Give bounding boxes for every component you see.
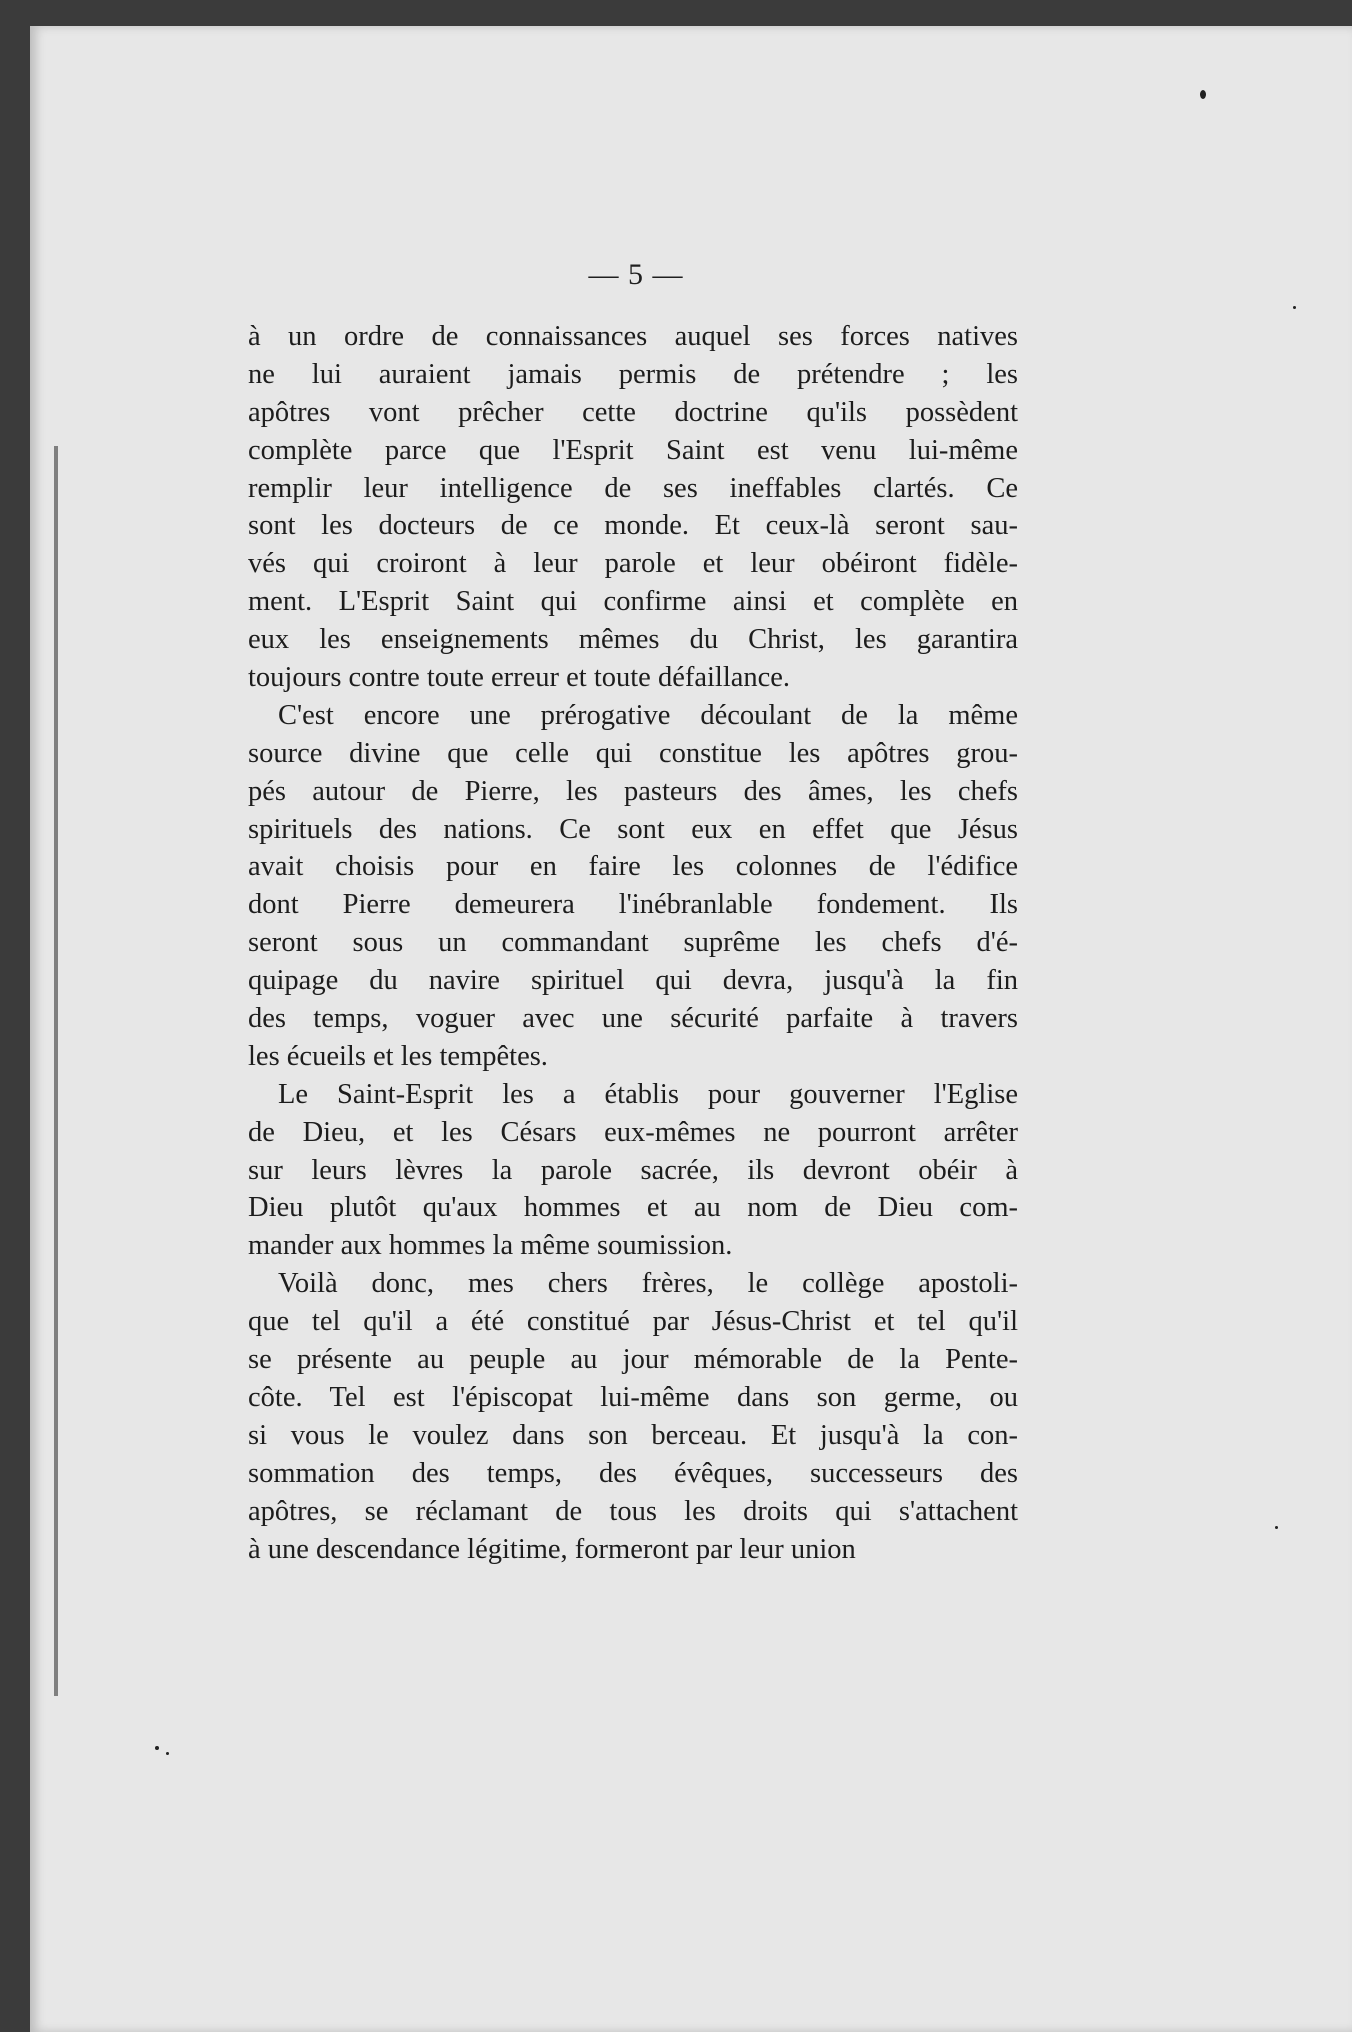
text-line: se présente au peuple au jour mémorable de la Pente- [248,1344,1018,1376]
text-line: source divine que celle qui constitue les apôtres grou- [248,737,1018,769]
text-line: des temps, voguer avec une sécurité parfaite à travers [248,1003,1018,1035]
text-line: Dieu plutôt qu'aux hommes et au nom de Dieu com- [248,1192,1018,1224]
text-line: remplir leur intelligence de ses ineffables clartés. Ce [248,472,1018,504]
text-line: apôtres vont prêcher cette doctrine qu'ils possèdent [248,396,1018,428]
text-line: sommation des temps, des évêques, successeurs des [248,1457,1018,1489]
text-line: si vous le voulez dans son berceau. Et jusqu'à la con- [248,1419,1018,1451]
text-line: de Dieu, et les Césars eux-mêmes ne pourront arrêter [248,1116,1018,1148]
text-line: à une descendance légitime, formeront par leur union [248,1533,856,1565]
text-line: apôtres, se réclamant de tous les droits qui s'attachent [248,1495,1018,1527]
text-line: mander aux hommes la même soumission. [248,1230,733,1262]
body-text [248,318,1018,1568]
text-line: C'est encore une prérogative découlant de la même [278,699,1018,731]
ink-speck [1293,306,1296,309]
text-line: sur leurs lèvres la parole sacrée, ils devront obéir à [248,1154,1018,1186]
text-line: eux les enseignements mêmes du Christ, les garantira [248,624,1018,656]
text-line: pés autour de Pierre, les pasteurs des âmes, les chefs [248,775,1018,807]
text-line: vés qui croiront à leur parole et leur obéiront fidèle- [248,548,1018,580]
text-line: les écueils et les tempêtes. [248,1040,548,1072]
text-line: Voilà donc, mes chers frères, le collège apostoli- [278,1268,1018,1300]
text-line: spirituels des nations. Ce sont eux en effet que Jésus [248,813,1018,845]
text-line: Le Saint-Esprit les a établis pour gouverner l'Eglise [278,1078,1018,1110]
text-line: que tel qu'il a été constitué par Jésus-Christ et tel qu'il [248,1306,1018,1338]
ink-speck [1200,90,1206,99]
ink-speck [166,1752,169,1755]
text-line: ne lui auraient jamais permis de prétendre ; les [248,358,1018,390]
text-line: ment. L'Esprit Saint qui confirme ainsi et complète en [248,586,1018,618]
text-line: côte. Tel est l'épiscopat lui-même dans son germe, ou [248,1381,1018,1413]
text-line: toujours contre toute erreur et toute défaillance. [248,662,791,694]
text-line: seront sous un commandant suprême les chefs d'é- [248,927,1018,959]
text-line: à un ordre de connaissances auquel ses forces natives [248,321,1018,352]
text-line: quipage du navire spirituel qui devra, jusqu'à la fin [248,965,1018,997]
text-line: sont les docteurs de ce monde. Et ceux-là seront sau- [248,510,1018,542]
gutter-shadow [54,446,58,1696]
ink-speck [155,1746,159,1750]
text-line: avait choisis pour en faire les colonnes de l'édifice [248,851,1018,883]
ink-speck [1275,1526,1278,1529]
page-number: — 5 — [588,258,684,291]
text-line: complète parce que l'Esprit Saint est venu lui-même [248,434,1018,466]
text-line: dont Pierre demeurera l'inébranlable fondement. Ils [248,889,1018,921]
